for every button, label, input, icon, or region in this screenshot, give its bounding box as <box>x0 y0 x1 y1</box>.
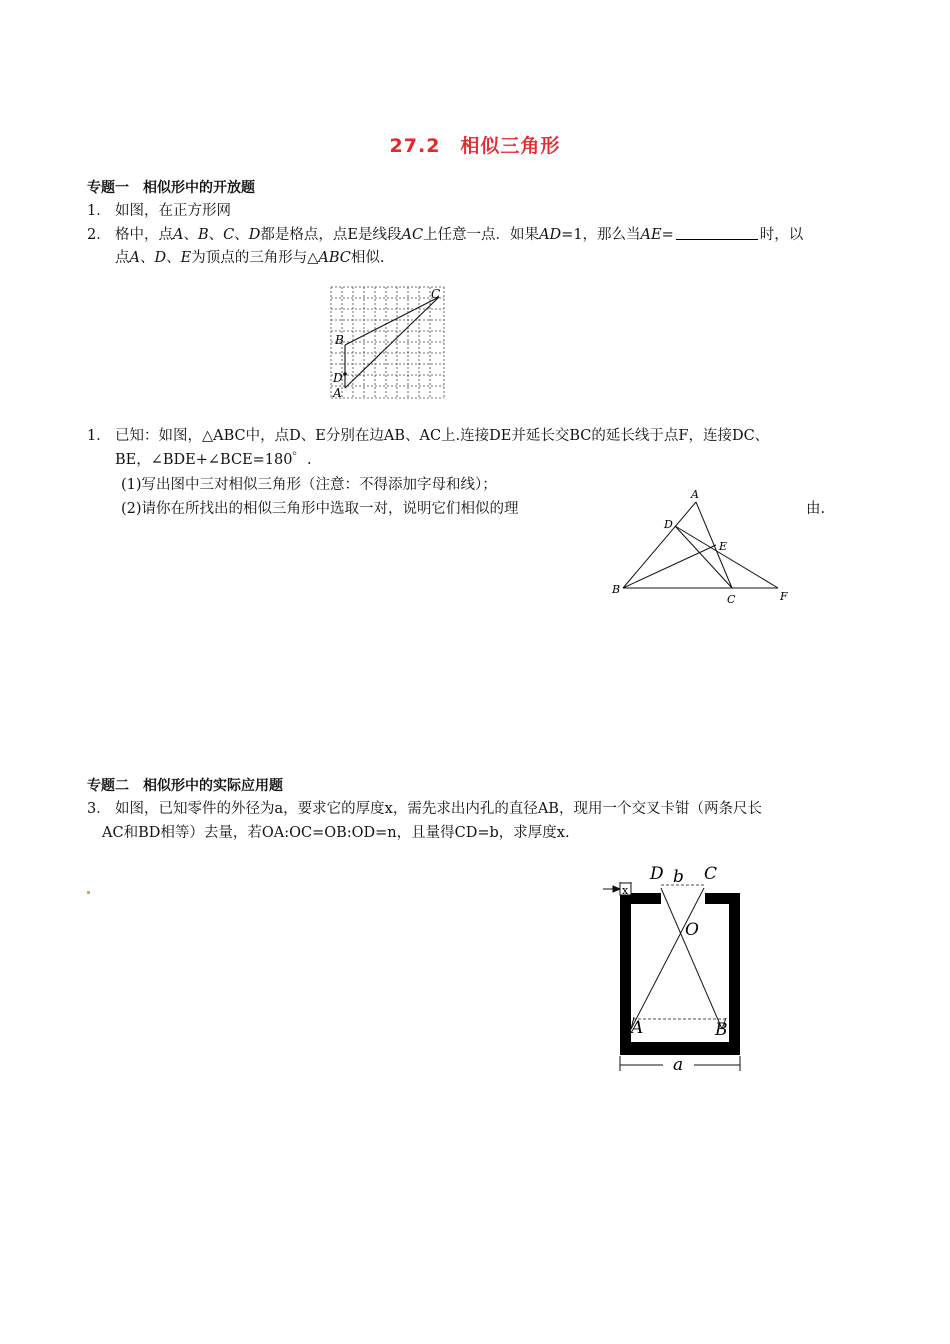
text-run: 都是格点，点E是线段 <box>260 227 402 243</box>
triangle-abc <box>345 297 439 388</box>
dashed-lines <box>633 885 728 1019</box>
text-run: 点 <box>115 250 130 266</box>
triangle-label: B <box>612 583 621 596</box>
part-label: O <box>685 920 699 940</box>
text-run: 如图，已知零件的外径为a，要求它的厚度x，需先求出内孔的直径AB，现用一个交叉卡钳（两条尺长 <box>115 801 762 817</box>
question-2-line-1: 2． 格中，点A、B、C、D都是格点，点E是线段AC上任意一点．如果AD=1，那么当AE= 时，以 <box>87 224 803 246</box>
triangle-figure <box>612 484 798 606</box>
question-number: 1． <box>87 428 111 444</box>
triangle-lines <box>623 502 778 588</box>
text-run: =1，那么当 <box>561 227 641 243</box>
var: A <box>173 227 184 243</box>
part-label: b <box>673 867 684 887</box>
grid-label: D <box>333 371 343 385</box>
part-label: a <box>673 1055 684 1075</box>
text-run: 时，以 <box>759 227 804 243</box>
question-1-line <box>87 200 231 222</box>
question-3-line-2: BE，∠BDE+∠BCE=180゜. <box>115 452 312 468</box>
question-3-sub-1: (1)写出图中三对相似三角形（注意：不得添加字母和线）； <box>121 477 497 493</box>
question-2-line-2: 点A、D、E为顶点的三角形与△ABC相似. <box>115 250 385 266</box>
question-number: 1． <box>87 203 111 219</box>
part-label: C <box>704 864 718 884</box>
text-run: 上任意一点．如果 <box>423 227 540 243</box>
section2-heading: 专题二 相似形中的实际应用题 <box>87 778 283 794</box>
question-3-sub-2-end: 由. <box>806 501 826 517</box>
triangle-label: E <box>719 540 728 553</box>
question-4-line-2: AC和BD相等）去量，若OA:OC=OB:OD=n，且量得CD=b，求厚度x. <box>102 825 570 841</box>
caliper-arms <box>631 888 726 1029</box>
question-4-line-1 <box>87 798 762 820</box>
text-run: 已知：如图，△ABC中，点D、E分别在边AB、AC上.连接DE并延长交BC的延长线于点F，连接DC、 <box>115 428 770 444</box>
triangle-label: D <box>664 518 673 531</box>
part-label: x <box>622 884 629 897</box>
point-d <box>343 372 347 376</box>
text-run: 为顶点的三角形与△ <box>191 250 319 266</box>
text-run: 相似. <box>350 250 385 266</box>
section1-heading: 专题一 相似形中的开放题 <box>87 180 255 196</box>
page-title: 27.2 相似三角形 <box>389 135 561 157</box>
grid-label: B <box>335 333 344 347</box>
grid-label: A <box>333 386 342 400</box>
triangle-label: F <box>780 590 788 603</box>
triangle-label: C <box>727 593 736 606</box>
question-3-sub-2: (2)请你在所找出的相似三角形中选取一对，说明它们相似的理 <box>121 501 519 517</box>
answer-blank[interactable] <box>676 225 758 240</box>
text-run: = <box>661 227 674 243</box>
question-3-line-1 <box>87 425 769 447</box>
part-label: B <box>715 1020 728 1040</box>
question-number: 3． <box>87 801 111 817</box>
question-text: 如图，在正方形网 <box>115 203 231 219</box>
triangle-label: A <box>691 488 699 501</box>
part-label: D <box>650 864 664 884</box>
question-number: 2． <box>87 227 111 243</box>
part-label: A <box>631 1018 644 1038</box>
text-run: 格中，点 <box>115 227 173 243</box>
grid-label: C <box>431 287 441 301</box>
caliper-figure <box>598 860 748 1075</box>
grid-figure <box>328 284 450 402</box>
stray-mark <box>87 891 90 894</box>
